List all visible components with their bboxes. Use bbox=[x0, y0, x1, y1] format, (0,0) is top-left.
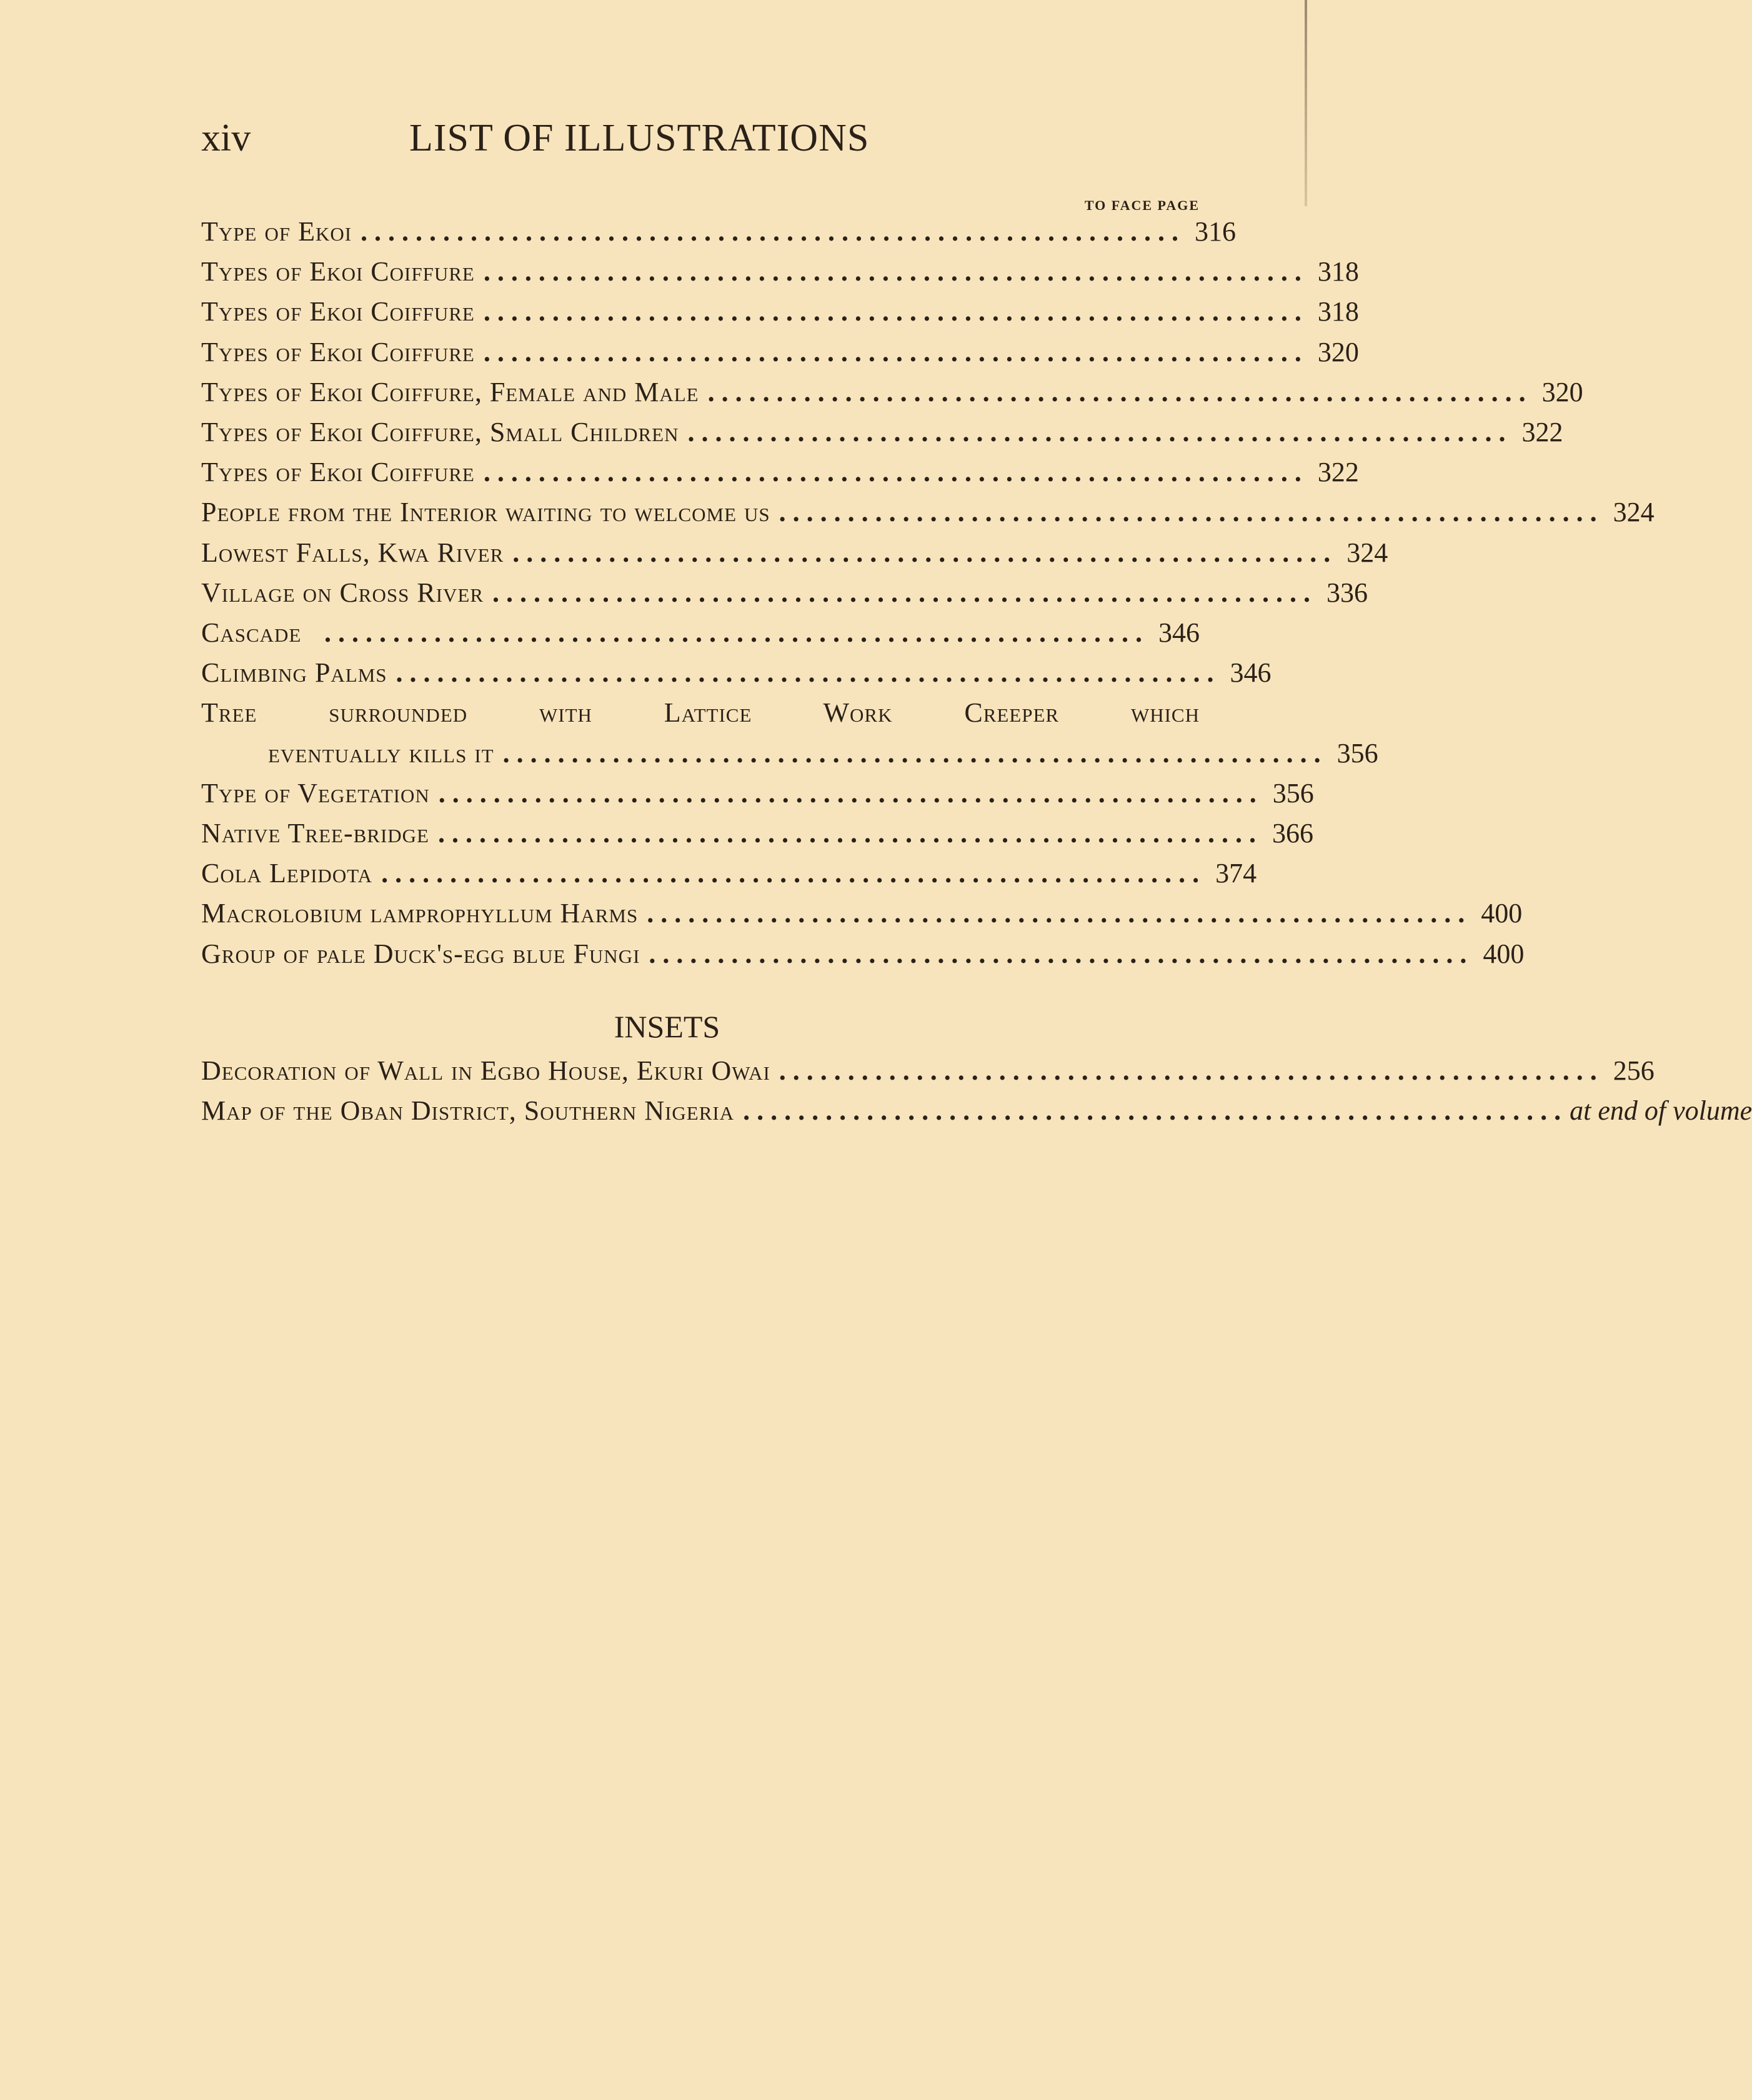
dot-leader: . . . . . . . . . . . . . . . . . . . . . . . . . . . . . . . . . . . . . . . . . . . . . . . . . . . . . . . . . . . . bbox=[502, 737, 1321, 769]
list-item bbox=[201, 697, 1200, 734]
entry-title: Village on Cross River bbox=[201, 577, 484, 608]
list-item bbox=[201, 296, 1359, 333]
entry-title: Type of Ekoi bbox=[201, 216, 352, 247]
dot-leader: . . . . . . . . . . . . . . . . . . . . . . . . . . . . . . . . . . . . . . . . . . . . . . . . . . . . . . . . . . . . bbox=[483, 336, 1302, 367]
entry-title: People from the Interior waiting to welcome us bbox=[201, 497, 770, 528]
entry-title: Tree surrounded with Lattice Work Creeper which bbox=[201, 697, 1200, 729]
entry-title: Map of the Oban District, Southern Nigeria bbox=[201, 1095, 735, 1127]
dot-leader: . . . . . . . . . . . . . . . . . . . . . . . . . . . . . . . . . . . . . . . . . . . . . . . . . . . . . . . . . . . . bbox=[361, 216, 1179, 247]
list-item bbox=[201, 657, 1272, 694]
dot-leader: . . . . . . . . . . . . . . . . . . . . . . . . . . . . . . . . . . . . . . . . . . . . . . . . . . . . . . . . . . . . bbox=[396, 657, 1214, 689]
entry-title: Native Tree-bridge bbox=[201, 818, 429, 848]
list-item bbox=[201, 737, 1378, 775]
list-item bbox=[201, 1095, 1752, 1132]
dot-leader: . . . . . . . . . . . . . . . . . . . . . . . . . . . . . . . . . . . . . . . . . . . . . . . . . . . . . . . . . . . . bbox=[381, 858, 1200, 889]
list-item bbox=[201, 897, 1523, 935]
entry-title: Types of Ekoi Coiffure bbox=[201, 457, 475, 488]
entry-title: Types of Ekoi Coiffure bbox=[201, 256, 475, 287]
entry-page: 400 bbox=[1481, 898, 1523, 929]
page-title: LIST OF ILLUSTRATIONS bbox=[409, 117, 870, 159]
entry-title: Cola Lepidota bbox=[201, 858, 373, 889]
entry-title: Decoration of Wall in Egbo House, Ekuri Owai bbox=[201, 1055, 770, 1086]
dot-leader: . . . . . . . . . . . . . . . . . . . . . . . . . . . . . . . . . . . . . . . . . . . . . . . . . . . . . . . . . . . . bbox=[438, 777, 1257, 809]
entry-page: 400 bbox=[1483, 938, 1525, 969]
entry-title: Lowest Falls, Kwa River bbox=[201, 537, 504, 568]
entry-title: eventually kills it bbox=[268, 737, 494, 769]
dot-leader: . . . . . . . . . . . . . . . . . . . . . . . . . . . . . . . . . . . . . . . . . . . . . . . . . . . . . . . . . . . . bbox=[779, 497, 1597, 528]
list-item bbox=[201, 256, 1359, 293]
page-number: xiv bbox=[201, 117, 251, 159]
list-item bbox=[201, 216, 1237, 253]
insets-heading: INSETS bbox=[614, 1009, 720, 1044]
list-item bbox=[201, 537, 1388, 574]
dot-leader: . . . . . . . . . . . . . . . . . . . . . . . . . . . . . . . . . . . . . . . . . . . . . . . . . . . . . . . . . . . . bbox=[483, 296, 1302, 327]
entry-page: 356 bbox=[1272, 777, 1314, 809]
list-item bbox=[201, 938, 1525, 975]
entry-page: 322 bbox=[1521, 417, 1563, 447]
entry-page: 322 bbox=[1317, 457, 1359, 488]
entry-page: 356 bbox=[1336, 737, 1378, 769]
entry-title: Types of Ekoi Coiffure bbox=[201, 296, 475, 327]
dot-leader: . . . . . . . . . . . . . . . . . . . . . . . . . . . . . . . . . . . . . . . . . . . . . . . . . . . . . . . . . . . . bbox=[483, 256, 1302, 287]
column-label: TO FACE PAGE bbox=[1084, 197, 1200, 213]
dot-leader: . . . . . . . . . . . . . . . . . . . . . . . . . . . . . . . . . . . . . . . . . . . . . . . . . . . . . . . . . . . . bbox=[649, 938, 1467, 969]
list-item bbox=[201, 376, 1583, 414]
entry-page: 316 bbox=[1195, 216, 1237, 247]
page-edge bbox=[1305, 0, 1307, 206]
list-item bbox=[201, 577, 1368, 614]
list-item bbox=[201, 1055, 1655, 1092]
entry-page: 336 bbox=[1326, 577, 1368, 608]
list-item bbox=[201, 456, 1359, 494]
dot-leader: . . . . . . . . . . . . . . . . . . . . . . . . . . . . . . . . . . . . . . . . . . . . . . . . . . . . . . . . . . . . bbox=[512, 537, 1331, 568]
entry-title: Macrolobium lamprophyllum Harms bbox=[201, 898, 639, 929]
list-item bbox=[201, 496, 1655, 534]
dot-leader: . . . . . . . . . . . . . . . . . . . . . . . . . . . . . . . . . . . . . . . . . . . . . . . . . . . . . . . . . . . . bbox=[779, 1055, 1597, 1086]
entry-title: Types of Ekoi Coiffure, Female and Male bbox=[201, 376, 699, 407]
entry-page: 320 bbox=[1317, 336, 1359, 367]
entry-title: Types of Ekoi Coiffure bbox=[201, 336, 475, 367]
list-item bbox=[201, 617, 1200, 654]
list-item bbox=[201, 336, 1359, 374]
list-item bbox=[201, 857, 1257, 895]
entry-title: Group of pale Duck's-egg blue Fungi bbox=[201, 938, 640, 969]
entry-title: Types of Ekoi Coiffure, Small Children bbox=[201, 417, 679, 447]
list-item bbox=[201, 817, 1313, 855]
entry-page: 346 bbox=[1230, 657, 1272, 689]
entry-page: 256 bbox=[1613, 1055, 1655, 1086]
entry-page: 324 bbox=[1346, 537, 1388, 568]
dot-leader: . . . . . . . . . . . . . . . . . . . . . . . . . . . . . . . . . . . . . . . . . . . . . . . . . . . . . . . . . . . . bbox=[492, 577, 1311, 608]
entry-page: 318 bbox=[1317, 296, 1359, 327]
entry-title: Type of Vegetation bbox=[201, 777, 430, 809]
entry-page: 324 bbox=[1613, 497, 1655, 528]
entry-page: 318 bbox=[1317, 256, 1359, 287]
entry-page: 320 bbox=[1541, 376, 1583, 407]
entry-page: 366 bbox=[1272, 818, 1313, 848]
dot-leader: . . . . . . . . . . . . . . . . . . . . . . . . . . . . . . . . . . . . . . . . . . . . . . . . . . . . . . . . . . . . bbox=[743, 1095, 1561, 1127]
entry-page: 374 bbox=[1215, 858, 1257, 889]
dot-leader: . . . . . . . . . . . . . . . . . . . . . . . . . . . . . . . . . . . . . . . . . . . . . . . . . . . . . . . . . . . . bbox=[324, 617, 1142, 648]
entry-page: at end of volume bbox=[1570, 1095, 1752, 1127]
entry-page: 346 bbox=[1158, 617, 1200, 648]
dot-leader: . . . . . . . . . . . . . . . . . . . . . . . . . . . . . . . . . . . . . . . . . . . . . . . . . . . . . . . . . . . . bbox=[707, 376, 1526, 407]
dot-leader: . . . . . . . . . . . . . . . . . . . . . . . . . . . . . . . . . . . . . . . . . . . . . . . . . . . . . . . . . . . . bbox=[687, 417, 1506, 447]
entry-title: Climbing Palms bbox=[201, 657, 387, 689]
list-item bbox=[201, 777, 1314, 815]
entry-title: Cascade bbox=[201, 617, 302, 648]
dot-leader: . . . . . . . . . . . . . . . . . . . . . . . . . . . . . . . . . . . . . . . . . . . . . . . . . . . . . . . . . . . . bbox=[437, 818, 1256, 848]
list-item bbox=[201, 416, 1563, 454]
dot-leader: . . . . . . . . . . . . . . . . . . . . . . . . . . . . . . . . . . . . . . . . . . . . . . . . . . . . . . . . . . . . bbox=[647, 898, 1465, 929]
dot-leader: . . . . . . . . . . . . . . . . . . . . . . . . . . . . . . . . . . . . . . . . . . . . . . . . . . . . . . . . . . . . bbox=[483, 457, 1302, 488]
